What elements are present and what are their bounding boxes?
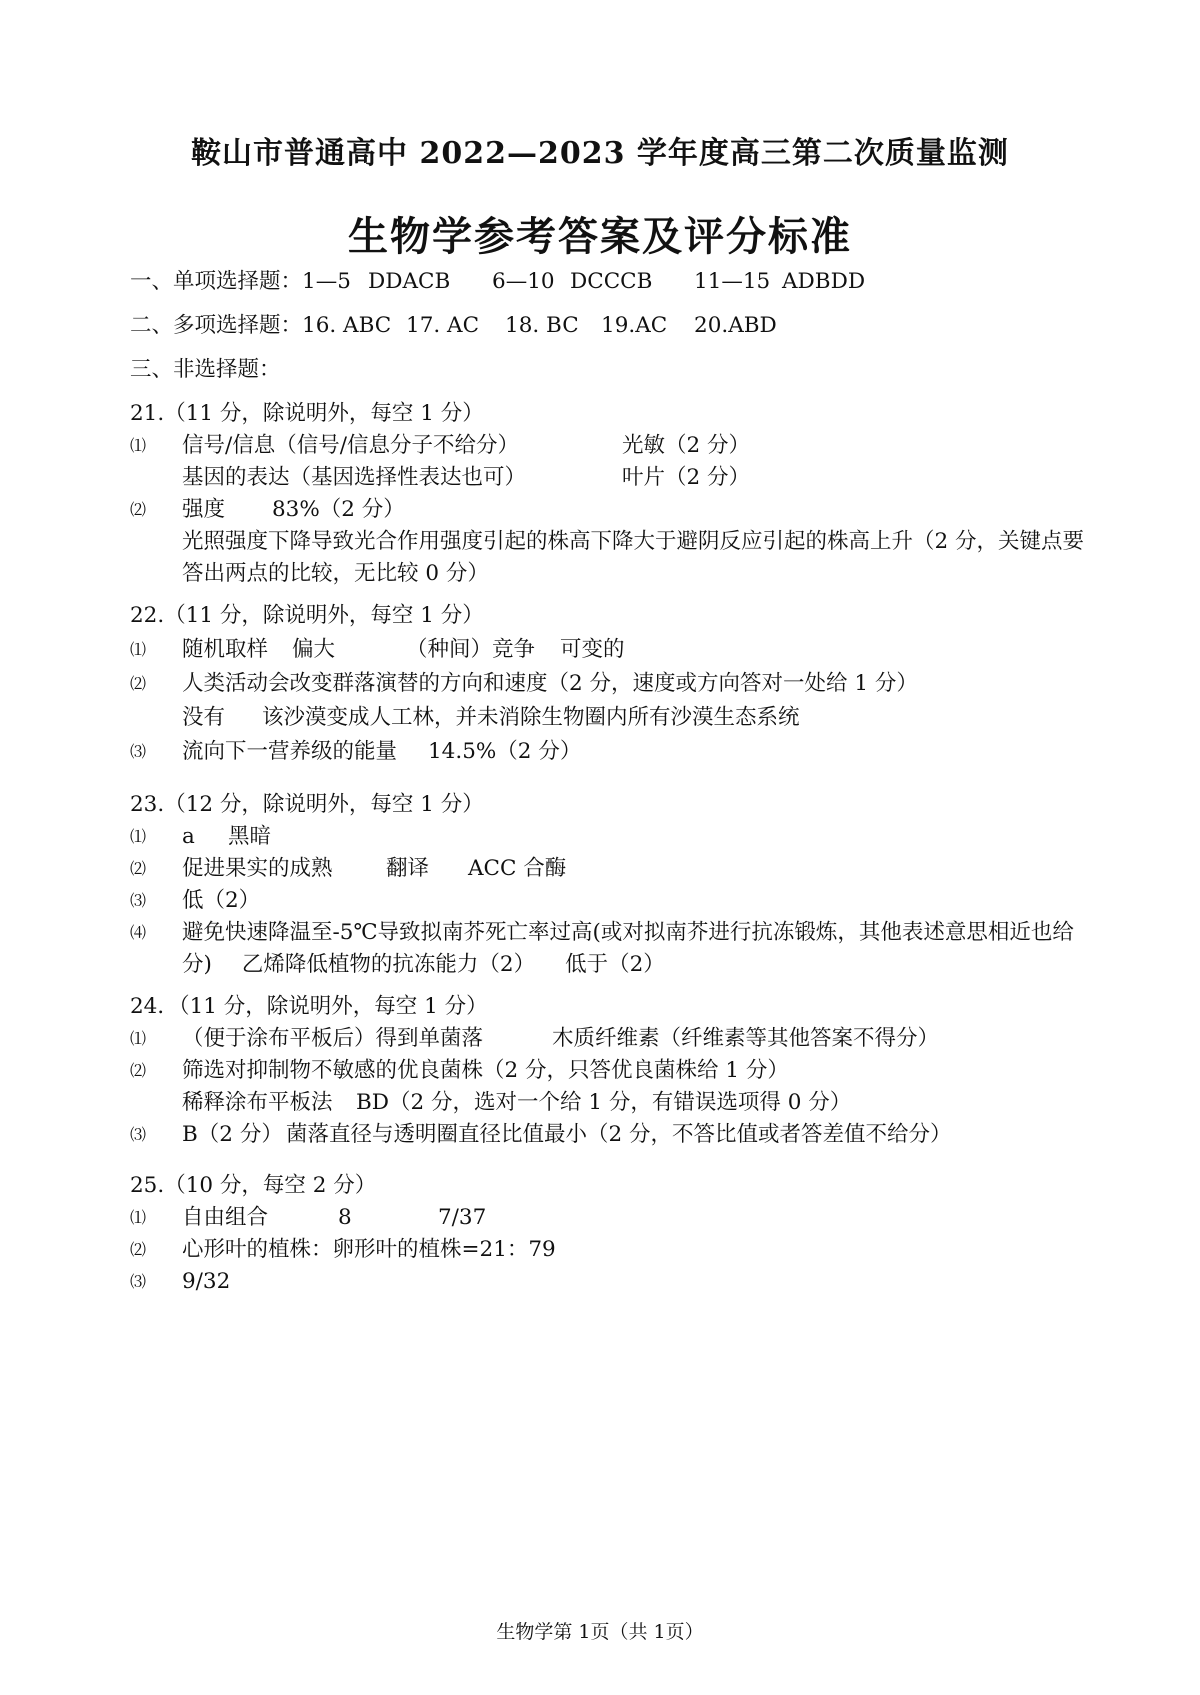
answer-row — [130, 668, 1090, 700]
question-21-heading: 21.（11 分，除说明外，每空 1 分） — [130, 401, 484, 426]
answer-text: 心形叶的植株：卵形叶的植株=21：79 — [182, 1237, 556, 1262]
answer-row — [130, 1119, 1090, 1151]
question-22 — [130, 600, 1090, 768]
item-number: ⑴ — [130, 436, 147, 455]
multi-item-19: 19.AC — [601, 313, 668, 338]
item-number: ⑵ — [130, 674, 147, 693]
answer-text: 83%（2 分） — [272, 497, 405, 522]
answers-2: DCCCB — [570, 269, 653, 294]
multi-item-16: 16. ABC — [302, 313, 392, 338]
answer-text: 菌落直径与透明圈直径比值最小（2 分，不答比值或者答差值不给分） — [286, 1122, 952, 1147]
answer-row — [130, 462, 1090, 494]
answer-row — [130, 430, 1090, 462]
item-number: ⑵ — [130, 1061, 147, 1080]
answer-text: 信号/信息（信号/信息分子不给分） — [182, 433, 519, 458]
range-1: 1—5 — [302, 269, 351, 294]
answer-text: 9/32 — [182, 1269, 231, 1294]
answer-row — [130, 885, 1090, 917]
answer-text: B（2 分） — [182, 1122, 283, 1147]
answer-text: 7/37 — [438, 1205, 487, 1230]
answer-text: 木质纤维素（纤维素等其他答案不得分） — [552, 1026, 940, 1051]
answer-row — [130, 917, 1090, 981]
answer-text: 人类活动会改变群落演替的方向和速度（2 分，速度或方向答对一处给 1 分） — [182, 671, 918, 696]
answer-text: 避免快速降温至-5℃导致拟南芥死亡率过高(或对拟南芥进行抗冻锻炼，其他表述意思相近也给分) — [182, 920, 1074, 977]
page-footer: 生物学第 1页（共 1页） — [496, 1621, 704, 1643]
answer-text: 低（2） — [182, 888, 261, 913]
answer-text: 翻译 — [386, 856, 430, 881]
answer-text: 该沙漠变成人工林，并未消除生物圈内所有沙漠生态系统 — [262, 705, 800, 730]
answer-text: 低于（2） — [565, 952, 665, 977]
item-number: ⑶ — [130, 742, 147, 761]
answer-text: 14.5%（2 分） — [428, 739, 582, 764]
answer-row — [130, 1202, 1090, 1234]
answer-text: （便于涂布平板后）得到单菌落 — [182, 1026, 484, 1051]
question-25 — [130, 1170, 1090, 1298]
answer-text: 筛选对抑制物不敏感的优良菌株（2 分，只答优良菌株给 1 分） — [182, 1058, 789, 1083]
answer-text: 可变的 — [560, 637, 625, 662]
answer-row — [130, 1266, 1090, 1298]
answer-text: 基因的表达（基因选择性表达也可） — [182, 465, 527, 490]
answer-text: 黑暗 — [228, 824, 272, 849]
item-number: ⑵ — [130, 859, 147, 878]
page-subtitle: 生物学参考答案及评分标准 — [348, 213, 852, 260]
question-22-heading: 22.（11 分，除说明外，每空 1 分） — [130, 603, 484, 628]
answer-text: 促进果实的成熟 — [182, 856, 333, 881]
item-number: ⑴ — [130, 1208, 147, 1227]
non-choice-label: 三、非选择题： — [130, 357, 281, 382]
answers-1: DDACB — [368, 269, 451, 294]
answer-text: ACC 合酶 — [468, 856, 567, 881]
single-choice-label: 一、单项选择题： — [130, 269, 303, 294]
answer-text: 偏大 — [292, 637, 336, 662]
answer-text: 随机取样 — [182, 637, 269, 662]
multi-item-18: 18. BC — [505, 313, 579, 338]
answer-text: 流向下一营养级的能量 — [182, 739, 398, 764]
answer-text: 光敏（2 分） — [622, 433, 751, 458]
answer-row — [130, 1234, 1090, 1266]
answer-text: 叶片（2 分） — [622, 465, 751, 490]
answer-row — [130, 853, 1090, 885]
answer-row — [130, 526, 1090, 590]
question-24-heading: 24．（11 分，除说明外，每空 1 分） — [130, 994, 488, 1019]
item-number: ⑷ — [130, 923, 147, 942]
multi-choice-answers — [130, 311, 777, 341]
range-2: 6—10 — [492, 269, 555, 294]
answer-row — [130, 1087, 1090, 1119]
item-number: ⑶ — [130, 1125, 147, 1144]
question-21 — [130, 398, 1090, 590]
item-number: ⑶ — [130, 1272, 147, 1291]
answer-text: 强度 — [182, 497, 226, 522]
answer-row — [130, 821, 1090, 853]
answer-text: a — [182, 824, 195, 849]
question-23-heading: 23.（12 分，除说明外，每空 1 分） — [130, 792, 484, 817]
answer-row — [130, 1055, 1090, 1087]
multi-item-20: 20.ABD — [694, 313, 777, 338]
answer-text: 稀释涂布平板法 — [182, 1090, 333, 1115]
item-number: ⑴ — [130, 827, 147, 846]
item-number: ⑴ — [130, 1029, 147, 1048]
question-25-heading: 25.（10 分，每空 2 分） — [130, 1173, 377, 1198]
item-number: ⑶ — [130, 891, 147, 910]
answer-text: 8 — [338, 1205, 352, 1230]
item-number: ⑵ — [130, 1240, 147, 1259]
answer-text: （种间）竞争 — [406, 637, 536, 662]
answer-row — [130, 1023, 1090, 1055]
answer-text: 乙烯降低植物的抗冻能力（2） — [241, 952, 536, 977]
answer-text: BD（2 分，选对一个给 1 分，有错误选项得 0 分） — [356, 1090, 852, 1115]
answer-row — [130, 736, 1090, 768]
answer-text: 没有 — [182, 705, 226, 730]
multi-item-17: 17. AC — [406, 313, 480, 338]
answer-row — [130, 634, 1090, 666]
range-3: 11—15 — [694, 269, 771, 294]
answer-text: 自由组合 — [182, 1205, 269, 1230]
question-24 — [130, 991, 1090, 1151]
answer-row — [130, 494, 1090, 526]
page-title: 鞍山市普通高中 2022—2023 学年度高三第二次质量监测 — [191, 136, 1009, 171]
single-choice-answers — [130, 267, 865, 297]
answer-row — [130, 702, 1090, 734]
item-number: ⑵ — [130, 500, 147, 519]
answer-text: 光照强度下降导致光合作用强度引起的株高下降大于避阴反应引起的株高上升（2 分，关键点要答出两点的比较，无比较 0 分） — [182, 529, 1085, 586]
question-23 — [130, 789, 1090, 981]
item-number: ⑴ — [130, 640, 147, 659]
multi-choice-label: 二、多项选择题： — [130, 313, 303, 338]
answers-3: ADBDD — [782, 269, 866, 294]
